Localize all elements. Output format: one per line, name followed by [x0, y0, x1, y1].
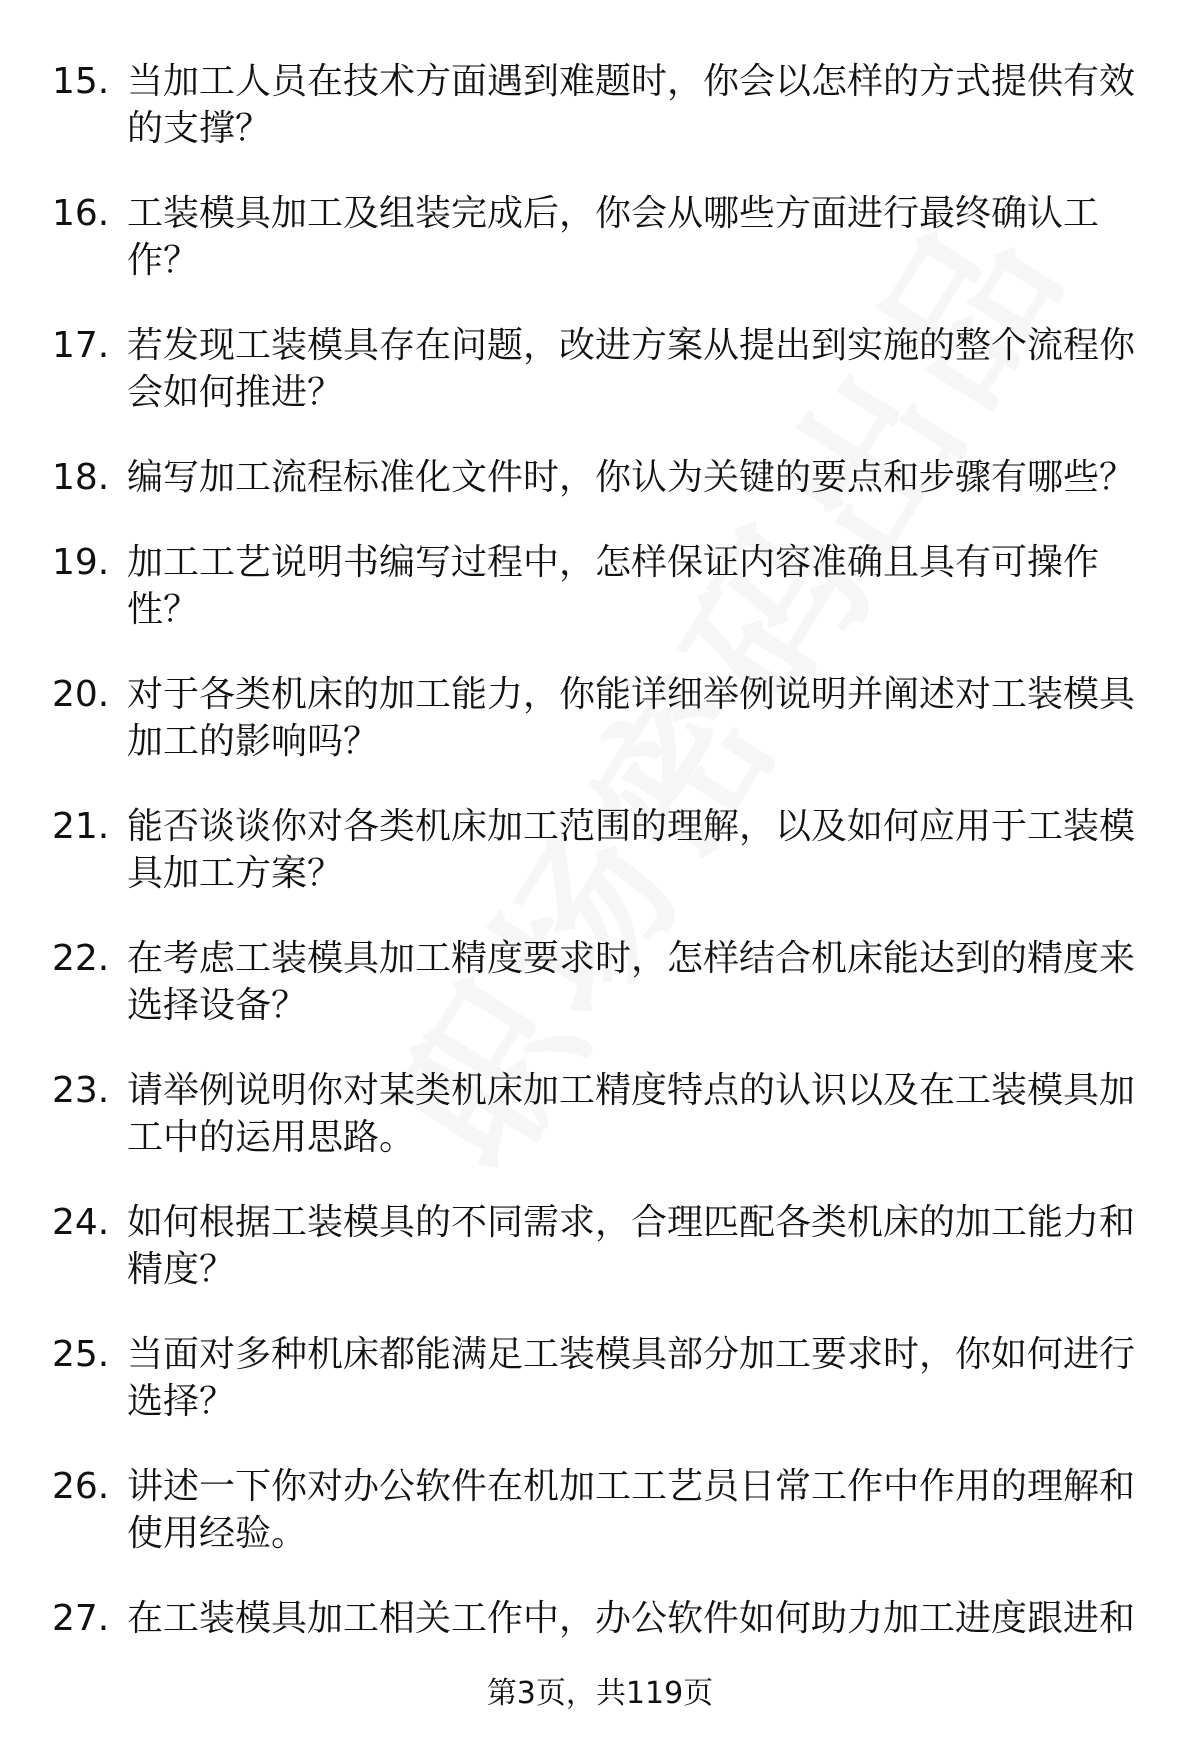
question-item	[52, 58, 1152, 152]
question-text: 工装模具加工及组装完成后，你会从哪些方面进行最终确认工作？	[127, 193, 1100, 281]
question-number: 17.	[52, 325, 110, 366]
question-item	[52, 671, 1152, 765]
question-item	[52, 1463, 1152, 1557]
question-item	[52, 1067, 1152, 1161]
question-number: 24.	[52, 1202, 110, 1243]
question-item	[52, 190, 1152, 284]
page-footer: 第3页，共119页	[486, 1676, 714, 1711]
question-number: 23.	[52, 1070, 110, 1111]
question-text: 对于各类机床的加工能力，你能详细举例说明并阐述对工装模具加工的影响吗？	[127, 674, 1136, 762]
question-text: 加工工艺说明书编写过程中，怎样保证内容准确且具有可操作性？	[127, 542, 1100, 630]
question-text: 当加工人员在技术方面遇到难题时，你会以怎样的方式提供有效的支撑？	[127, 61, 1136, 149]
question-text: 在考虑工装模具加工精度要求时，怎样结合机床能达到的精度来选择设备？	[127, 938, 1136, 1026]
question-text: 请举例说明你对某类机床加工精度特点的认识以及在工装模具加工中的运用思路。	[127, 1070, 1136, 1158]
question-number: 21.	[52, 806, 110, 847]
question-number: 16.	[52, 193, 110, 234]
question-item	[52, 454, 1152, 501]
question-item	[52, 1331, 1152, 1425]
question-number: 19.	[52, 542, 110, 583]
question-item	[52, 935, 1152, 1029]
question-number: 27.	[52, 1598, 110, 1639]
question-text: 若发现工装模具存在问题，改进方案从提出到实施的整个流程你会如何推进？	[127, 325, 1136, 413]
question-number: 20.	[52, 674, 110, 715]
question-item	[52, 322, 1152, 416]
question-item	[52, 1199, 1152, 1293]
question-number: 26.	[52, 1466, 110, 1507]
question-text: 讲述一下你对办公软件在机加工工艺员日常工作中作用的理解和使用经验。	[127, 1466, 1136, 1554]
question-text: 能否谈谈你对各类机床加工范围的理解，以及如何应用于工装模具加工方案？	[127, 806, 1136, 894]
question-text: 当面对多种机床都能满足工装模具部分加工要求时，你如何进行选择？	[127, 1334, 1136, 1422]
question-list	[52, 58, 1152, 1680]
question-item	[52, 803, 1152, 897]
question-number: 25.	[52, 1334, 110, 1375]
question-number: 18.	[52, 457, 110, 498]
question-text: 如何根据工装模具的不同需求，合理匹配各类机床的加工能力和精度？	[127, 1202, 1136, 1290]
question-item	[52, 539, 1152, 633]
question-item	[52, 1595, 1152, 1642]
question-text: 编写加工流程标准化文件时，你认为关键的要点和步骤有哪些？	[127, 457, 1136, 498]
question-number: 22.	[52, 938, 110, 979]
question-text: 在工装模具加工相关工作中，办公软件如何助力加工进度跟进和	[127, 1598, 1136, 1639]
question-number: 15.	[52, 61, 110, 102]
